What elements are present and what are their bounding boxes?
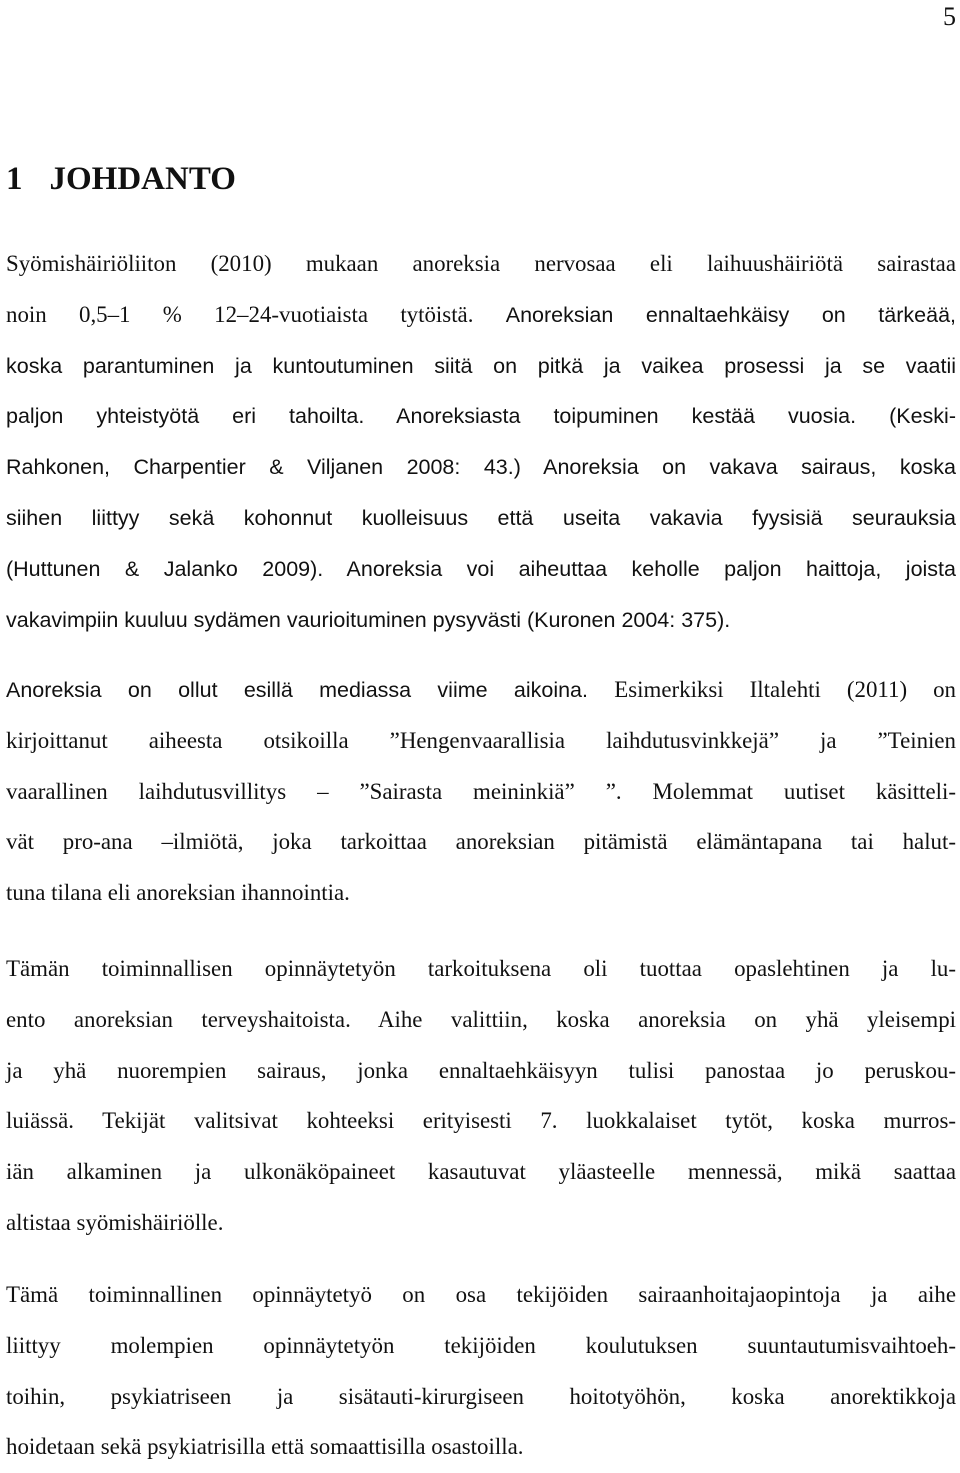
text-line <box>6 1270 956 1321</box>
text-line <box>6 716 956 767</box>
text-line <box>6 493 956 544</box>
chapter-heading <box>6 158 236 200</box>
text-segment: kirjoittanut aiheesta otsikoilla ”Hengenvaarallisia laihdutusvinkkejä” ja ”Teinien <box>6 727 956 753</box>
text-line <box>6 767 956 818</box>
text-segment: Anoreksia on ollut esillä mediassa viime aikoina. <box>6 678 615 702</box>
text-segment: altistaa syömishäiriölle. <box>6 1209 224 1235</box>
text-line <box>6 1046 956 1097</box>
page-number: 5 <box>943 2 956 31</box>
text-segment: vät pro-ana –ilmiötä, joka tarkoittaa anoreksian pitämistä elämäntapana tai halut- <box>6 829 956 855</box>
text-line <box>6 1096 956 1147</box>
text-segment: Tämän toiminnallisen opinnäytetyön tarkoituksena oli tuottaa opaslehtinen ja lu- <box>6 956 956 981</box>
text-line <box>6 544 956 595</box>
text-line <box>6 341 956 392</box>
text-line <box>6 995 956 1046</box>
text-segment: Esimerkiksi Iltalehti (2011) on <box>614 677 957 702</box>
text-segment: Syömishäiriöliiton (2010) mukaan anoreksia nervosaa eli laihuushäiriötä sairastaa <box>6 251 956 276</box>
text-line <box>6 1422 956 1473</box>
paragraph-intro <box>6 239 956 645</box>
text-segment: tuna tilana eli anoreksian ihannointia. <box>6 880 350 906</box>
text-segment: koska parantuminen ja kuntoutuminen siitä on pitkä ja vaikea prosessi ja se vaatii <box>6 353 956 378</box>
text-line <box>6 665 956 716</box>
text-segment: ja yhä nuorempien sairaus, jonka ennaltaehkäisyyn tulisi panostaa jo peruskou- <box>6 1057 956 1083</box>
text-segment: noin 0,5–1 % 12–24-vuotiaista tytöistä. <box>6 301 506 327</box>
chapter-title: JOHDANTO <box>49 161 236 197</box>
text-segment: vakavimpiin kuuluu sydämen vaurioituminen pysyvästi (Kuronen 2004: 375). <box>6 607 731 632</box>
text-line <box>6 868 956 919</box>
text-line <box>6 239 956 290</box>
text-line <box>6 817 956 868</box>
text-line <box>6 1147 956 1198</box>
text-line <box>6 290 956 341</box>
text-segment: paljon yhteistyötä eri tahoilta. Anoreksiasta toipuminen kestää vuosia. (Keski- <box>6 404 956 429</box>
text-line <box>6 1372 956 1423</box>
text-line <box>6 442 956 493</box>
text-segment: siihen liittyy sekä kohonnut kuolleisuus että useita vakavia fyysisiä seurauksia <box>6 505 956 530</box>
text-line <box>6 944 956 995</box>
text-segment: Anoreksian ennaltaehkäisy on tärkeää, <box>505 302 956 327</box>
text-segment: hoidetaan sekä psykiatrisilla että somaattisilla osastoilla. <box>6 1434 524 1460</box>
text-segment: luiässä. Tekijät valitsivat kohteeksi erityisesti 7. luokkalaiset tytöt, koska murros- <box>6 1108 956 1134</box>
text-line <box>6 1321 956 1372</box>
text-segment: ento anoreksian terveyshaitoista. Aihe valittiin, koska anoreksia on yhä yleisempi <box>6 1006 956 1032</box>
paragraph-context <box>6 1270 956 1473</box>
text-line <box>6 1198 956 1249</box>
text-segment: iän alkaminen ja ulkonäköpaineet kasautuvat yläasteelle mennessä, mikä saattaa <box>6 1159 956 1185</box>
text-segment: Rahkonen, Charpentier & Viljanen 2008: 43.) Anoreksia on vakava sairaus, koska <box>6 455 956 480</box>
paragraph-media <box>6 665 956 919</box>
paragraph-purpose <box>6 944 956 1249</box>
text-segment: Tämä toiminnallinen opinnäytetyö on osa tekijöiden sairaanhoitajaopintoja ja aihe <box>6 1282 956 1307</box>
text-segment: (Huttunen & Jalanko 2009). Anoreksia voi aiheuttaa keholle paljon haittoja, joista <box>6 556 956 581</box>
text-line <box>6 595 956 646</box>
text-line <box>6 391 956 442</box>
text-segment: toihin, psykiatriseen ja sisätauti-kirurgiseen hoitotyöhön, koska anorektikkoja <box>6 1383 956 1409</box>
chapter-number: 1 <box>6 161 23 197</box>
text-segment: vaarallinen laihdutusvillitys – ”Sairasta meininkiä” ”. Molemmat uutiset käsitteli- <box>6 778 956 804</box>
text-segment: liittyy molempien opinnäytetyön tekijöiden koulutuksen suuntautumisvaihtoeh- <box>6 1332 956 1358</box>
